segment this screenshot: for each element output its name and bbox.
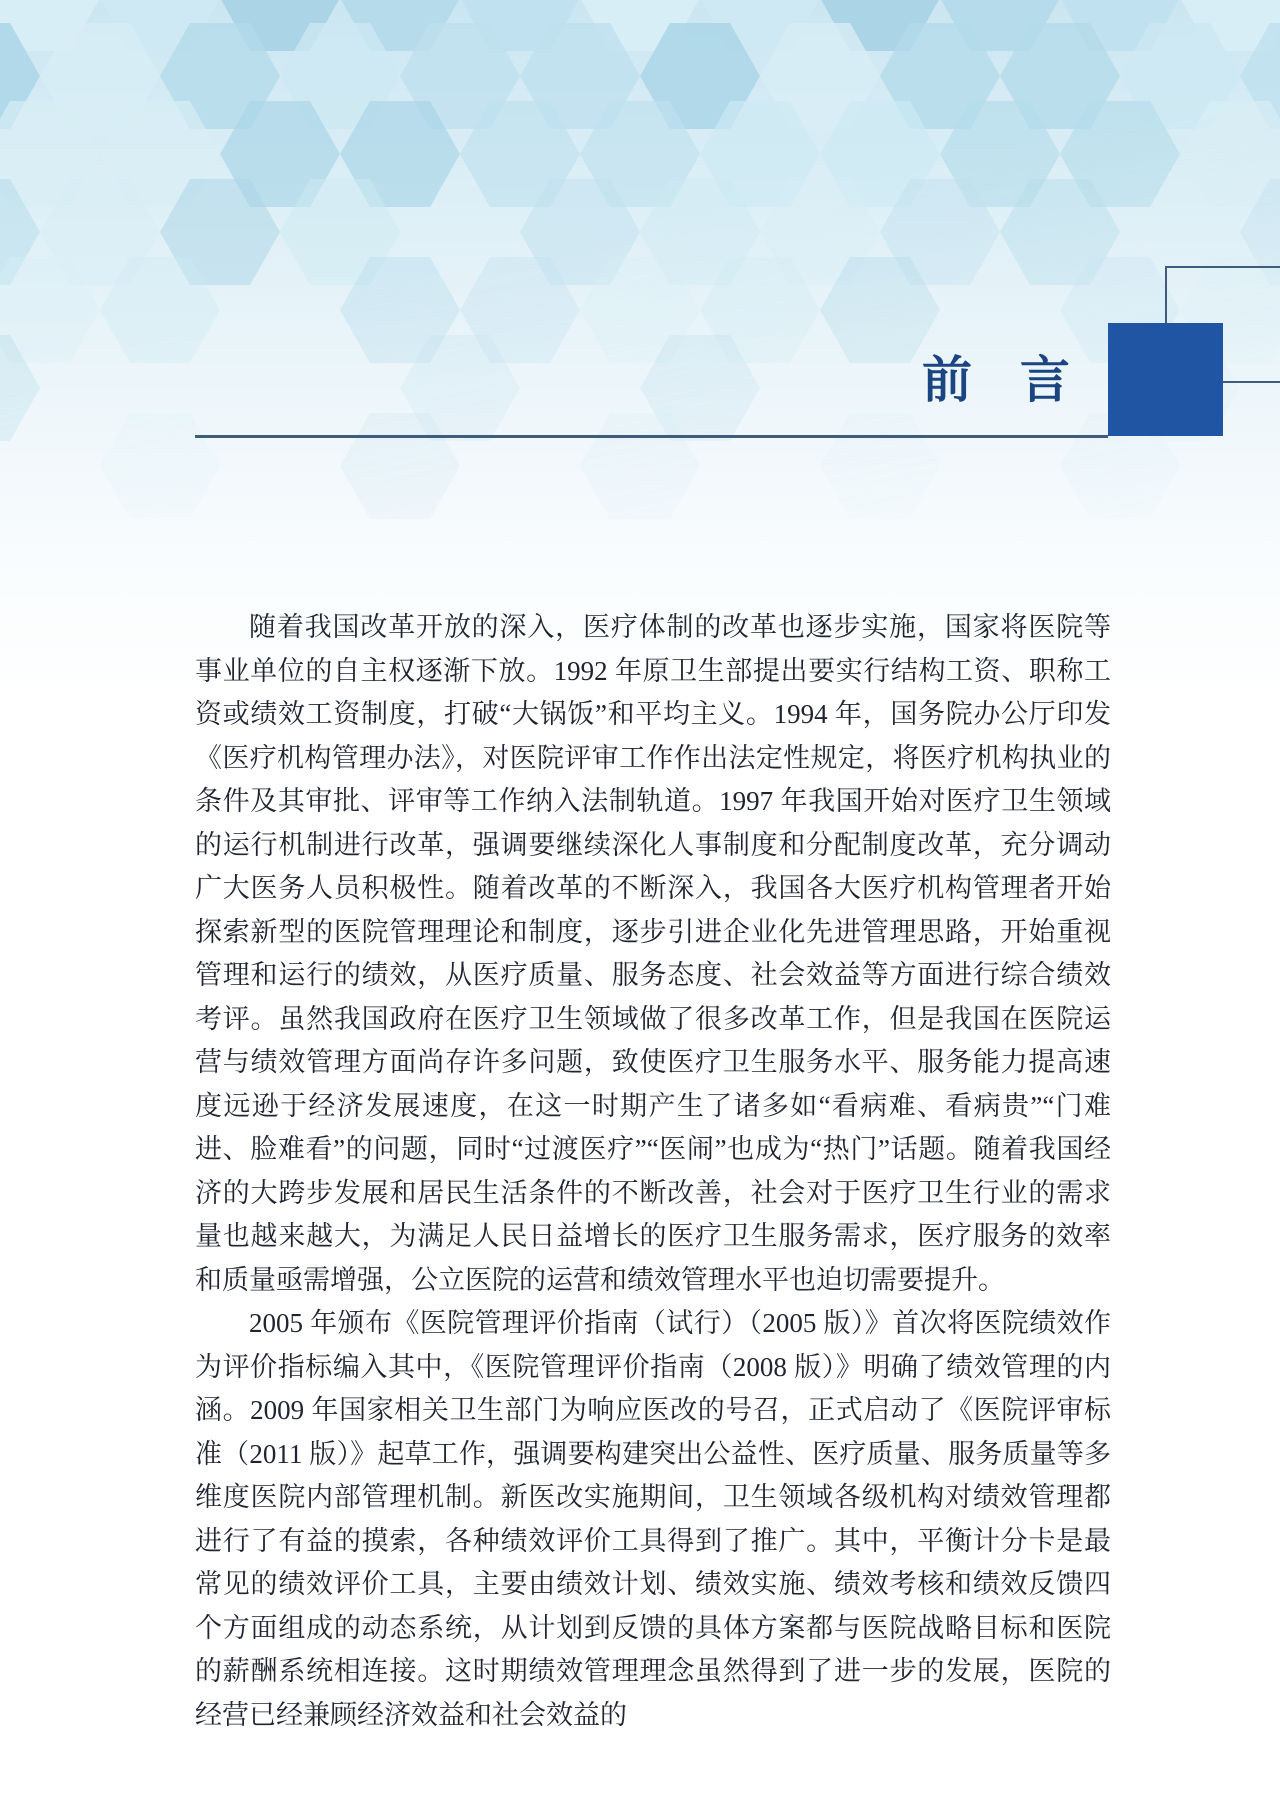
preface-body [195, 606, 1111, 1737]
page-title: 前 言 [922, 352, 1070, 408]
preface-paragraph-1: 随着我国改革开放的深入，医疗体制的改革也逐步实施，国家将医院等事业单位的自主权逐渐下放。1992 年原卫生部提出要实行结构工资、职称工资或绩效工资制度，打破“大锅饭”和平均主义。1994 年，国务院办公厅印发《医疗机构管理办法》，对医院评审工作作出法定性规定，将医疗机构执业的条件及其审批、评审等工作纳入法制轨道。1997 年我国开始对医疗卫生领域的运行机制进行改革，强调要继续深化人事制度和分配制度改革，充分调动广大医务人员积极性。随着改革的不断深入，我国各大医疗机构管理者开始探索新型的医院管理理论和制度，逐步引进企业化先进管理思路，开始重视管理和运行的绩效，从医疗质量、服务态度、社会效益等方面进行综合绩效考评。虽然我国政府在医疗卫生领域做了很多改革工作，但是我国在医院运营与绩效管理方面尚存许多问题，致使医疗卫生服务水平、服务能力提高速度远逊于经济发展速度，在这一时期产生了诸多如“看病难、看病贵”“门难进、脸难看”的问题，同时“过渡医疗”“医闹”也成为“热门”话题。随着我国经济的大跨步发展和居民生活条件的不断改善，社会对于医疗卫生行业的需求量也越来越大，为满足人民日益增长的医疗卫生服务需求，医疗服务的效率和质量亟需增强，公立医院的运营和绩效管理水平也迫切需要提升。 [195, 612, 1111, 1295]
preface-paragraph-2: 2005 年颁布《医院管理评价指南（试行）（2005 版）》首次将医院绩效作为评价指标编入其中，《医院管理评价指南（2008 版）》明确了绩效管理的内涵。2009 年国家相关卫生部门为响应医改的号召，正式启动了《医院评审标准（2011 版）》起草工作，强调要构建突出公益性、医疗质量、服务质量等多维度医院内部管理机制。新医改实施期间，卫生领域各级机构对绩效管理都进行了有益的摸索，各种绩效评价工具得到了推广。其中，平衡计分卡是最常见的绩效评价工具，主要由绩效计划、绩效实施、绩效考核和绩效反馈四个方面组成的动态系统，从计划到反馈的具体方案都与医院战略目标和医院的薪酬系统相连接。这时期绩效管理理念虽然得到了进一步的发展，医院的经营已经兼顾经济效益和社会效益的 [195, 1308, 1111, 1730]
accent-square-decoration [1108, 323, 1223, 436]
hexagon-pattern [0, 0, 1280, 680]
title-divider-line [195, 435, 1108, 438]
